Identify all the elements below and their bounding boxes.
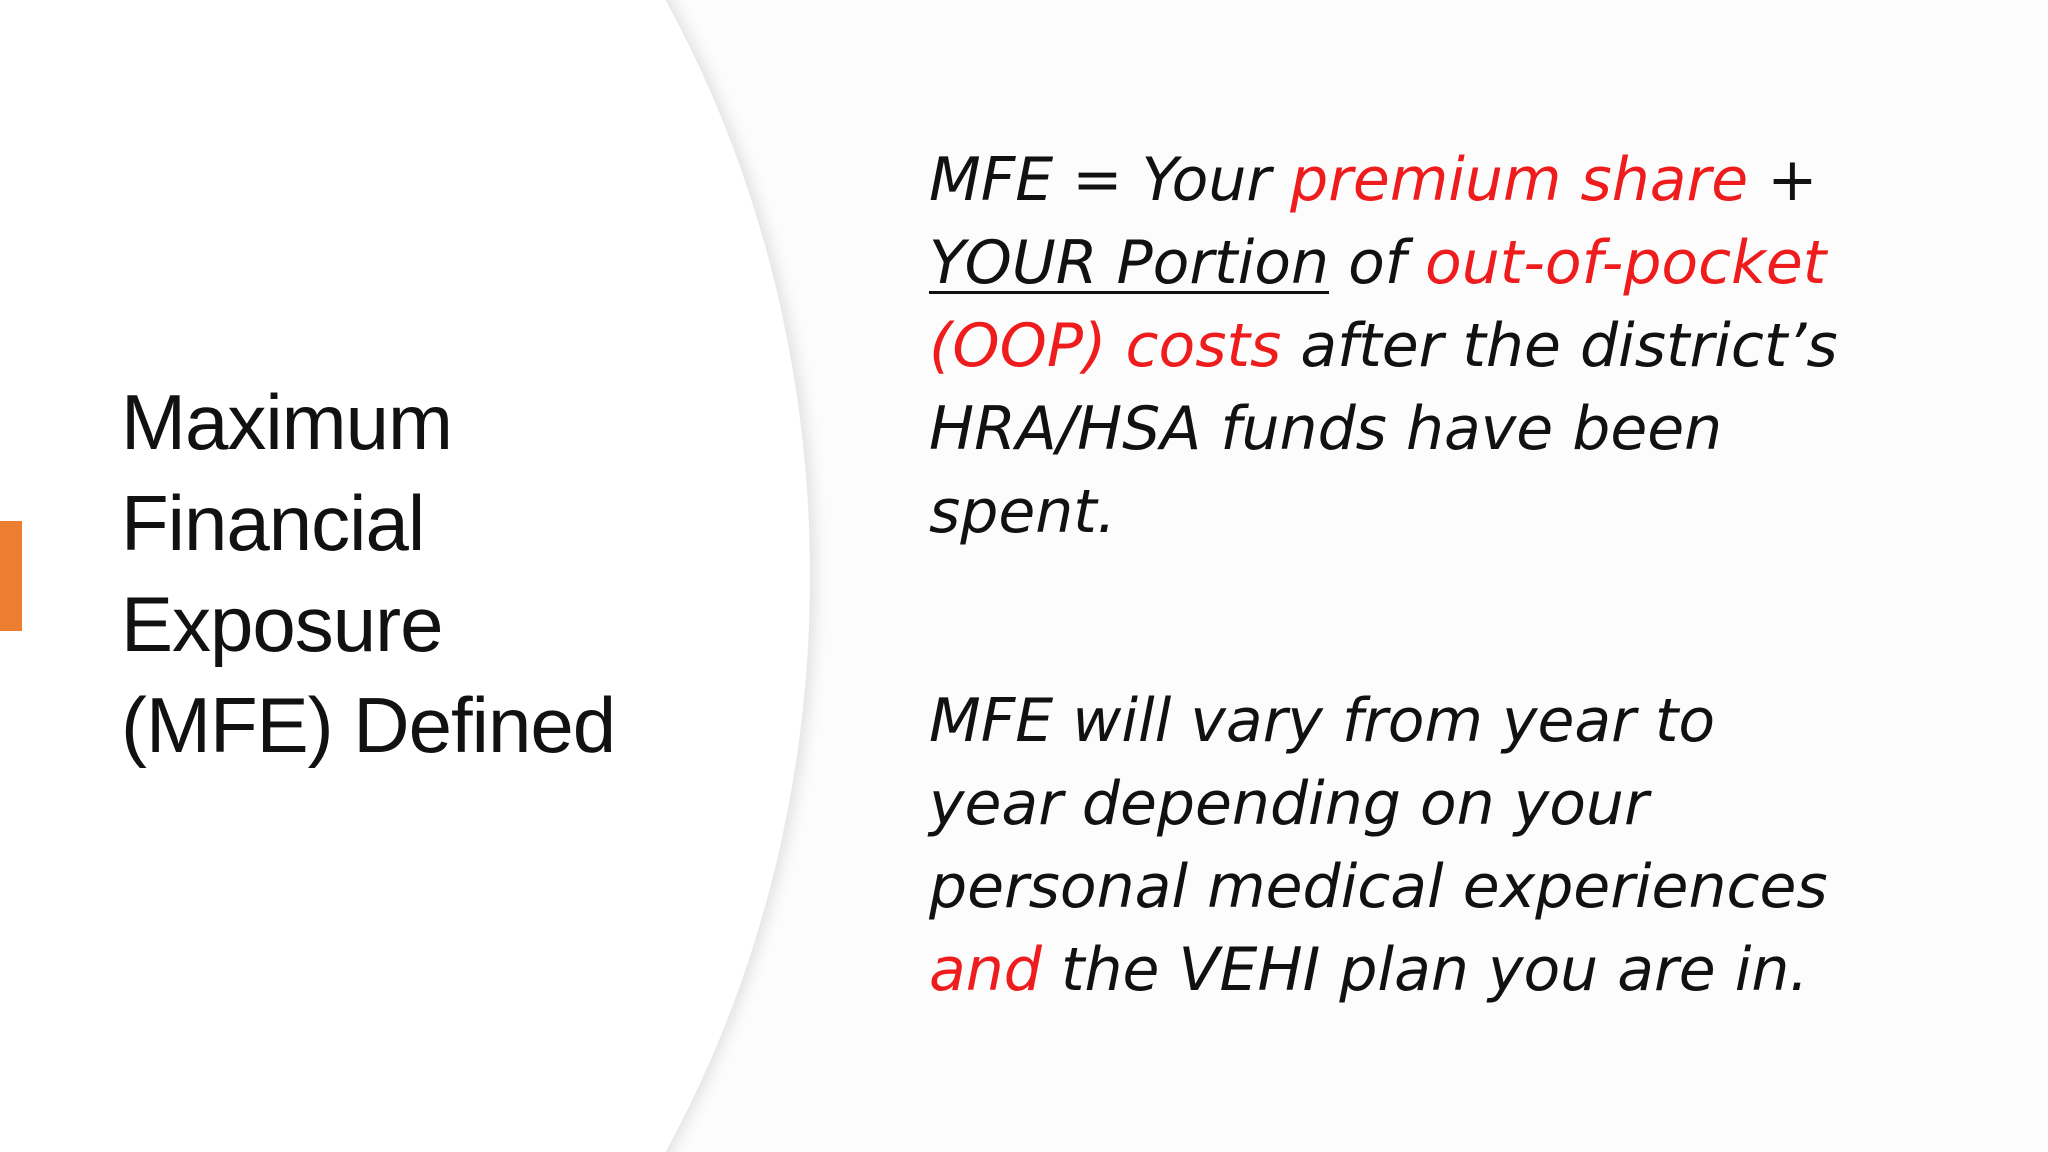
- variation-paragraph: [929, 680, 1989, 1012]
- variation-line-1: MFE will vary from year to: [929, 686, 1716, 756]
- title-line-3: Exposure: [121, 580, 443, 668]
- definition-line-4: HRA/HSA funds have been: [929, 394, 1723, 464]
- variation-line-3: personal medical experiences: [929, 852, 1828, 922]
- definition-line-2: [929, 221, 1989, 304]
- and-text: and: [929, 935, 1042, 1005]
- title-line-2: Financial: [121, 479, 425, 567]
- definition-line-1: [929, 138, 1989, 221]
- definition-line-5: spent.: [929, 477, 1116, 547]
- title-line-1: Maximum: [121, 378, 453, 466]
- after-district-text: after the district’s: [1281, 311, 1838, 381]
- plus-text: +: [1748, 145, 1818, 215]
- definition-paragraph: [929, 138, 1989, 553]
- slide-title: [121, 372, 761, 776]
- oop-costs-text: (OOP) costs: [929, 311, 1282, 381]
- variation-line-2: year depending on your: [929, 769, 1649, 839]
- of-text: of: [1329, 228, 1425, 298]
- title-line-4: (MFE) Defined: [121, 681, 616, 769]
- definition-line-3: [929, 304, 1989, 387]
- accent-bar: [0, 521, 22, 631]
- your-portion-text: YOUR Portion: [929, 228, 1329, 298]
- premium-share-text: premium share: [1290, 145, 1749, 215]
- out-of-pocket-text: out-of-pocket: [1424, 228, 1827, 298]
- mfe-equals-text: MFE = Your: [929, 145, 1291, 215]
- variation-line-4: [929, 929, 1989, 1012]
- vehi-plan-text: the VEHI plan you are in.: [1041, 935, 1809, 1005]
